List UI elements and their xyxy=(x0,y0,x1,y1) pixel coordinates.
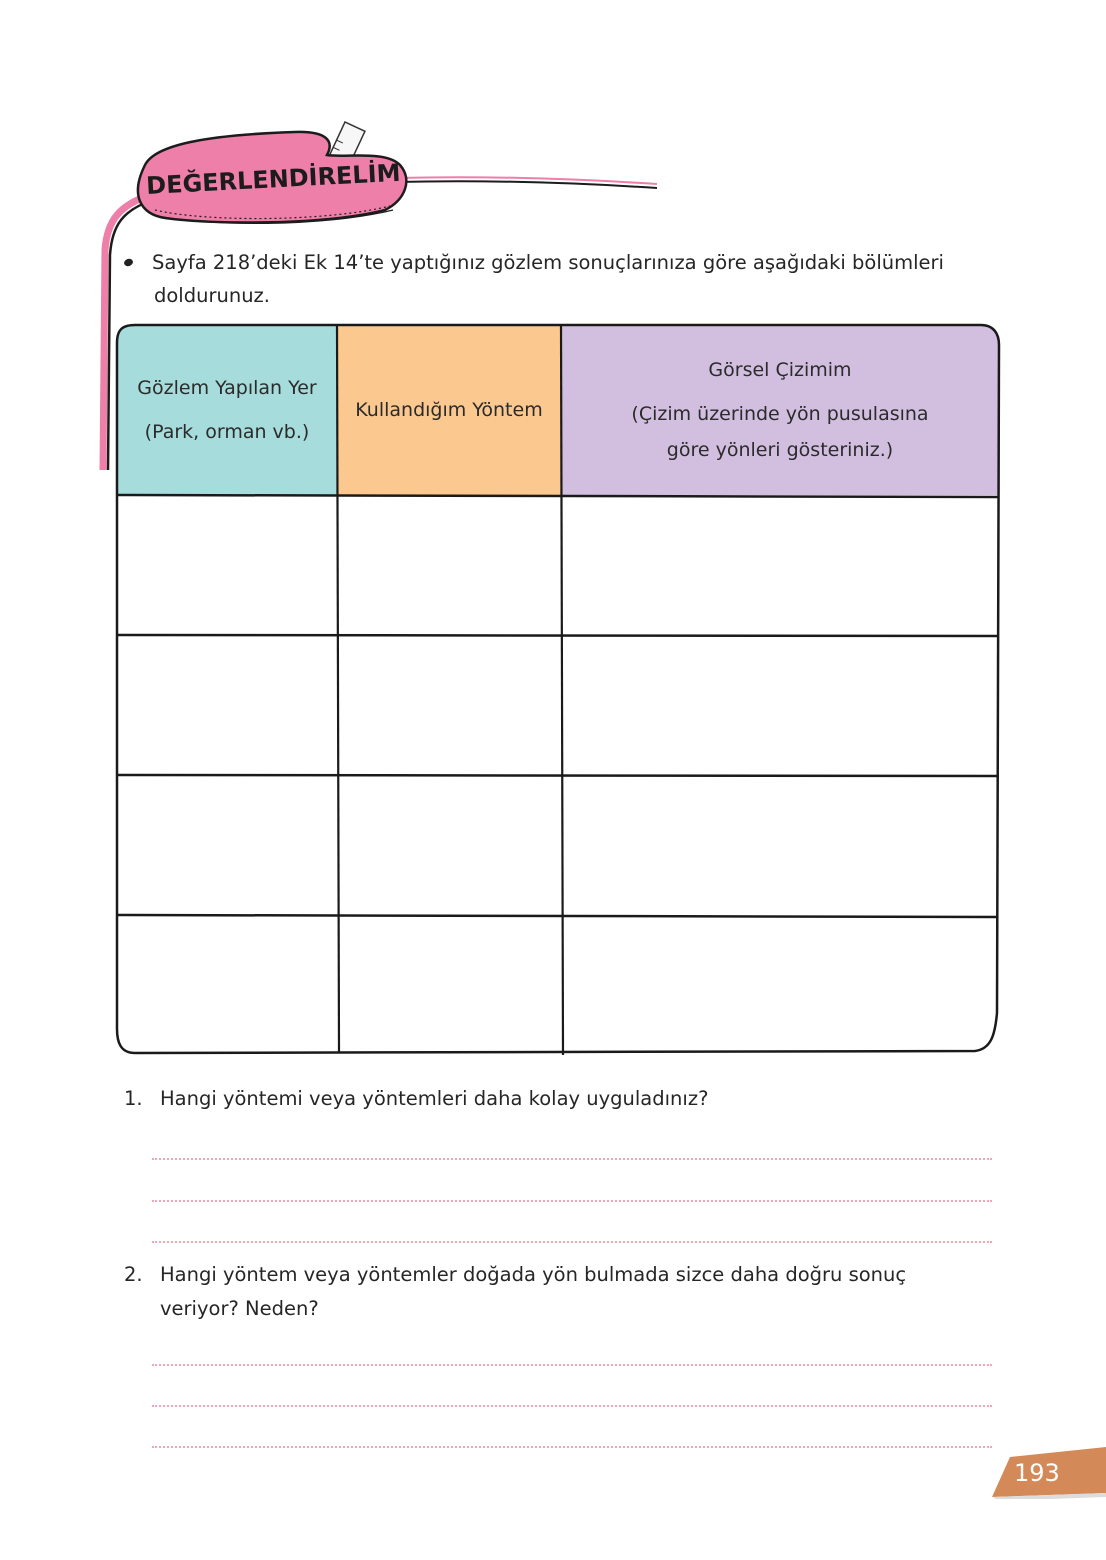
answer-line-q2-3[interactable] xyxy=(152,1446,992,1448)
table-cell-r2-location[interactable] xyxy=(119,638,335,774)
answer-line-q2-2[interactable] xyxy=(152,1405,992,1407)
table-cell-r3-drawing[interactable] xyxy=(565,778,995,914)
column-title: Kullandığım Yöntem xyxy=(355,399,543,421)
column-header-drawing xyxy=(562,325,998,495)
answer-line-q1-3[interactable] xyxy=(152,1241,992,1243)
banner-title: DEĞERLENDİRELİM xyxy=(145,158,402,200)
column-title: Görsel Çizimim xyxy=(708,359,852,381)
page-number: 193 xyxy=(1014,1459,1060,1487)
question-text-line-2: veriyor? Neden? xyxy=(160,1297,319,1320)
question-text: Hangi yöntemi veya yöntemleri daha kolay uyguladınız? xyxy=(160,1087,709,1110)
table-cell-r3-method[interactable] xyxy=(341,778,559,914)
table-cell-r1-drawing[interactable] xyxy=(565,498,995,634)
column-subtitle-line-1: (Çizim üzerinde yön pusulasına xyxy=(631,403,929,425)
question-1 xyxy=(124,1082,984,1116)
instruction-text xyxy=(124,246,984,312)
column-header-location xyxy=(117,325,337,495)
table-cell-r4-location[interactable] xyxy=(119,919,335,1049)
question-2 xyxy=(124,1258,984,1326)
observation-table xyxy=(115,323,1001,1055)
question-number: 1. xyxy=(124,1087,143,1110)
table-cell-r4-drawing[interactable] xyxy=(565,919,995,1049)
column-subtitle: (Park, orman vb.) xyxy=(144,421,310,443)
column-header-method xyxy=(338,325,560,495)
table-cell-r1-location[interactable] xyxy=(119,498,335,634)
column-title: Gözlem Yapılan Yer xyxy=(137,377,317,399)
column-subtitle-line-2: göre yönleri gösteriniz.) xyxy=(666,439,894,461)
table-cell-r4-method[interactable] xyxy=(341,919,559,1049)
table-cell-r1-method[interactable] xyxy=(341,498,559,634)
answer-line-q2-1[interactable] xyxy=(152,1364,992,1366)
answer-line-q1-2[interactable] xyxy=(152,1200,992,1202)
table-cell-r3-location[interactable] xyxy=(119,778,335,914)
answer-line-q1-1[interactable] xyxy=(152,1158,992,1160)
instruction-line-2: doldurunuz. xyxy=(154,284,270,307)
page-number-tab xyxy=(992,1447,1106,1499)
table-cell-r2-method[interactable] xyxy=(341,638,559,774)
table-cell-r2-drawing[interactable] xyxy=(565,638,995,774)
question-text-line-1: Hangi yöntem veya yöntemler doğada yön bulmada sizce daha doğru sonuç xyxy=(160,1263,907,1286)
question-number: 2. xyxy=(124,1263,143,1286)
instruction-line-1: Sayfa 218’deki Ek 14’te yaptığınız gözlem sonuçlarınıza göre aşağıdaki bölümleri xyxy=(152,251,944,274)
